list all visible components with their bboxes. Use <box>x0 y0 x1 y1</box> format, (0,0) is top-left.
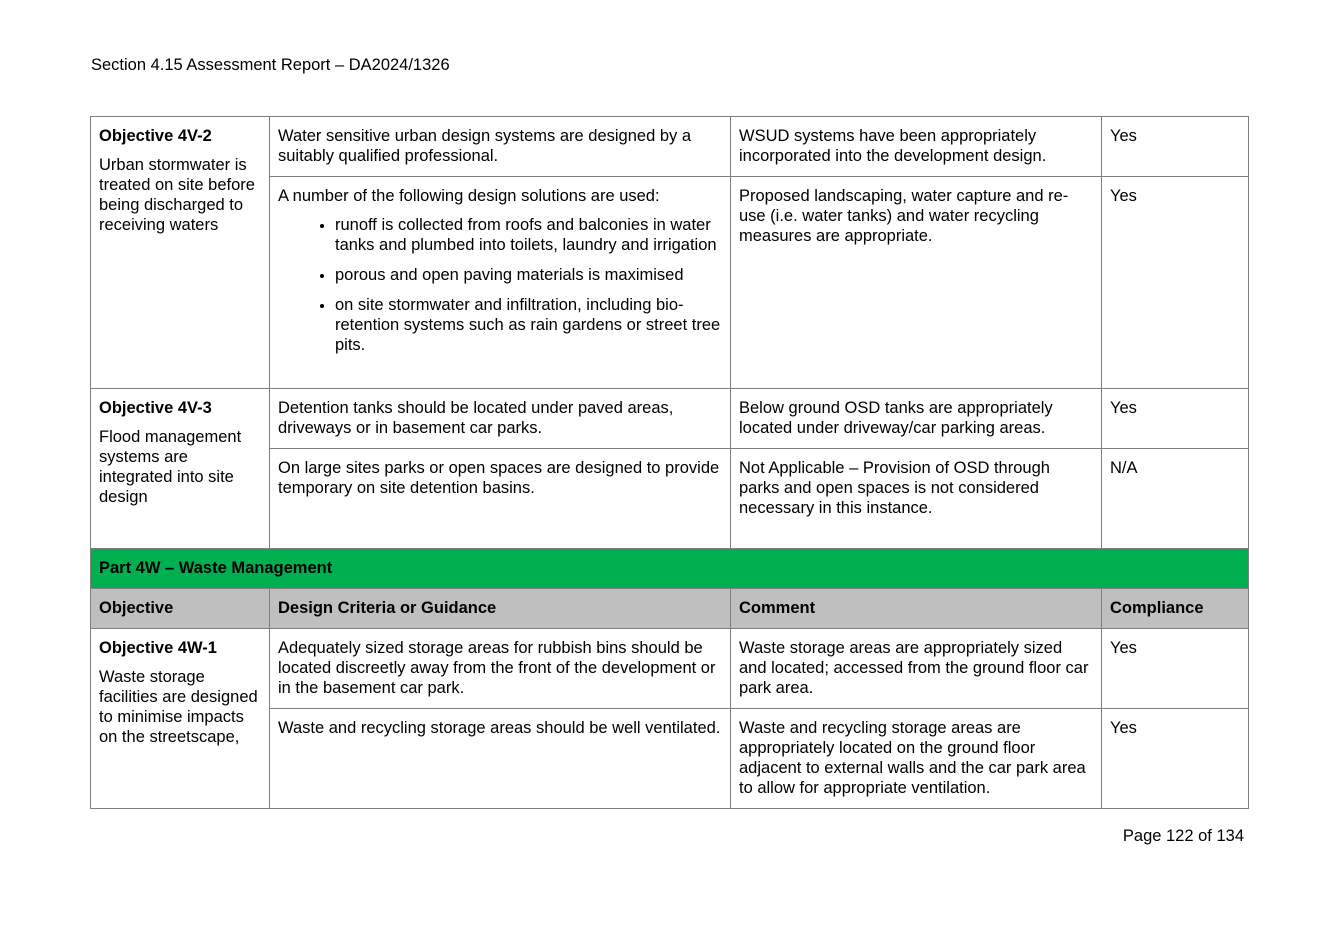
column-header-criteria: Design Criteria or Guidance <box>270 589 731 629</box>
list-item: • runoff is collected from roofs and balconies in water tanks and plumbed into toilets, laundry and irrigation <box>335 215 722 255</box>
comment-cell: Below ground OSD tanks are appropriately located under driveway/car parking areas. <box>731 389 1102 449</box>
criteria-cell: Water sensitive urban design systems are designed by a suitably qualified professional. <box>270 117 731 177</box>
criteria-intro: A number of the following design solutions are used: <box>278 187 660 205</box>
column-header-row <box>91 589 1249 629</box>
compliance-cell: Yes <box>1102 709 1249 809</box>
comment-cell: Proposed landscaping, water capture and re-use (i.e. water tanks) and water recycling measures are appropriate. <box>731 177 1102 389</box>
assessment-table <box>90 116 1249 809</box>
objective-title: Objective 4V-2 <box>99 127 212 145</box>
objective-cell <box>91 117 270 389</box>
comment-cell: WSUD systems have been appropriately incorporated into the development design. <box>731 117 1102 177</box>
table-row <box>91 389 1249 449</box>
compliance-cell: Yes <box>1102 117 1249 177</box>
section-header-row <box>91 549 1249 589</box>
comment-cell: Not Applicable – Provision of OSD through parks and open spaces is not considered necessary in this instance. <box>731 449 1102 549</box>
criteria-cell <box>270 177 731 389</box>
page-header: Section 4.15 Assessment Report – DA2024/1326 <box>91 56 450 74</box>
criteria-cell: On large sites parks or open spaces are designed to provide temporary on site detention basins. <box>270 449 731 549</box>
objective-cell <box>91 629 270 809</box>
table-row <box>91 117 1249 177</box>
comment-cell: Waste and recycling storage areas are appropriately located on the ground floor adjacent to external walls and the car park area to allow for appropriate ventilation. <box>731 709 1102 809</box>
criteria-cell: Detention tanks should be located under paved areas, driveways or in basement car parks. <box>270 389 731 449</box>
objective-description: Waste storage facilities are designed to minimise impacts on the streetscape, <box>99 668 258 746</box>
list-item: • on site stormwater and infiltration, including bio-retention systems such as rain gardens or street tree pits. <box>335 295 722 355</box>
table-row <box>91 629 1249 709</box>
compliance-cell: N/A <box>1102 449 1249 549</box>
list-item: • porous and open paving materials is maximised <box>335 265 722 285</box>
objective-description: Flood management systems are integrated into site design <box>99 428 242 506</box>
comment-cell: Waste storage areas are appropriately sized and located; accessed from the ground floor car park area. <box>731 629 1102 709</box>
page-number: Page 122 of 134 <box>1122 827 1244 845</box>
compliance-cell: Yes <box>1102 177 1249 389</box>
column-header-objective: Objective <box>91 589 270 629</box>
column-header-compliance: Compliance <box>1102 589 1249 629</box>
column-header-comment: Comment <box>731 589 1102 629</box>
objective-cell <box>91 389 270 549</box>
criteria-cell: Waste and recycling storage areas should be well ventilated. <box>270 709 731 809</box>
objective-title: Objective 4V-3 <box>99 399 212 417</box>
criteria-cell: Adequately sized storage areas for rubbish bins should be located discreetly away from the front of the development or in the basement car park. <box>270 629 731 709</box>
objective-description: Urban stormwater is treated on site before being discharged to receiving waters <box>99 156 255 234</box>
objective-title: Objective 4W-1 <box>99 639 217 657</box>
compliance-cell: Yes <box>1102 389 1249 449</box>
compliance-cell: Yes <box>1102 629 1249 709</box>
design-solutions-list <box>278 215 722 355</box>
section-title: Part 4W – Waste Management <box>91 549 1249 589</box>
